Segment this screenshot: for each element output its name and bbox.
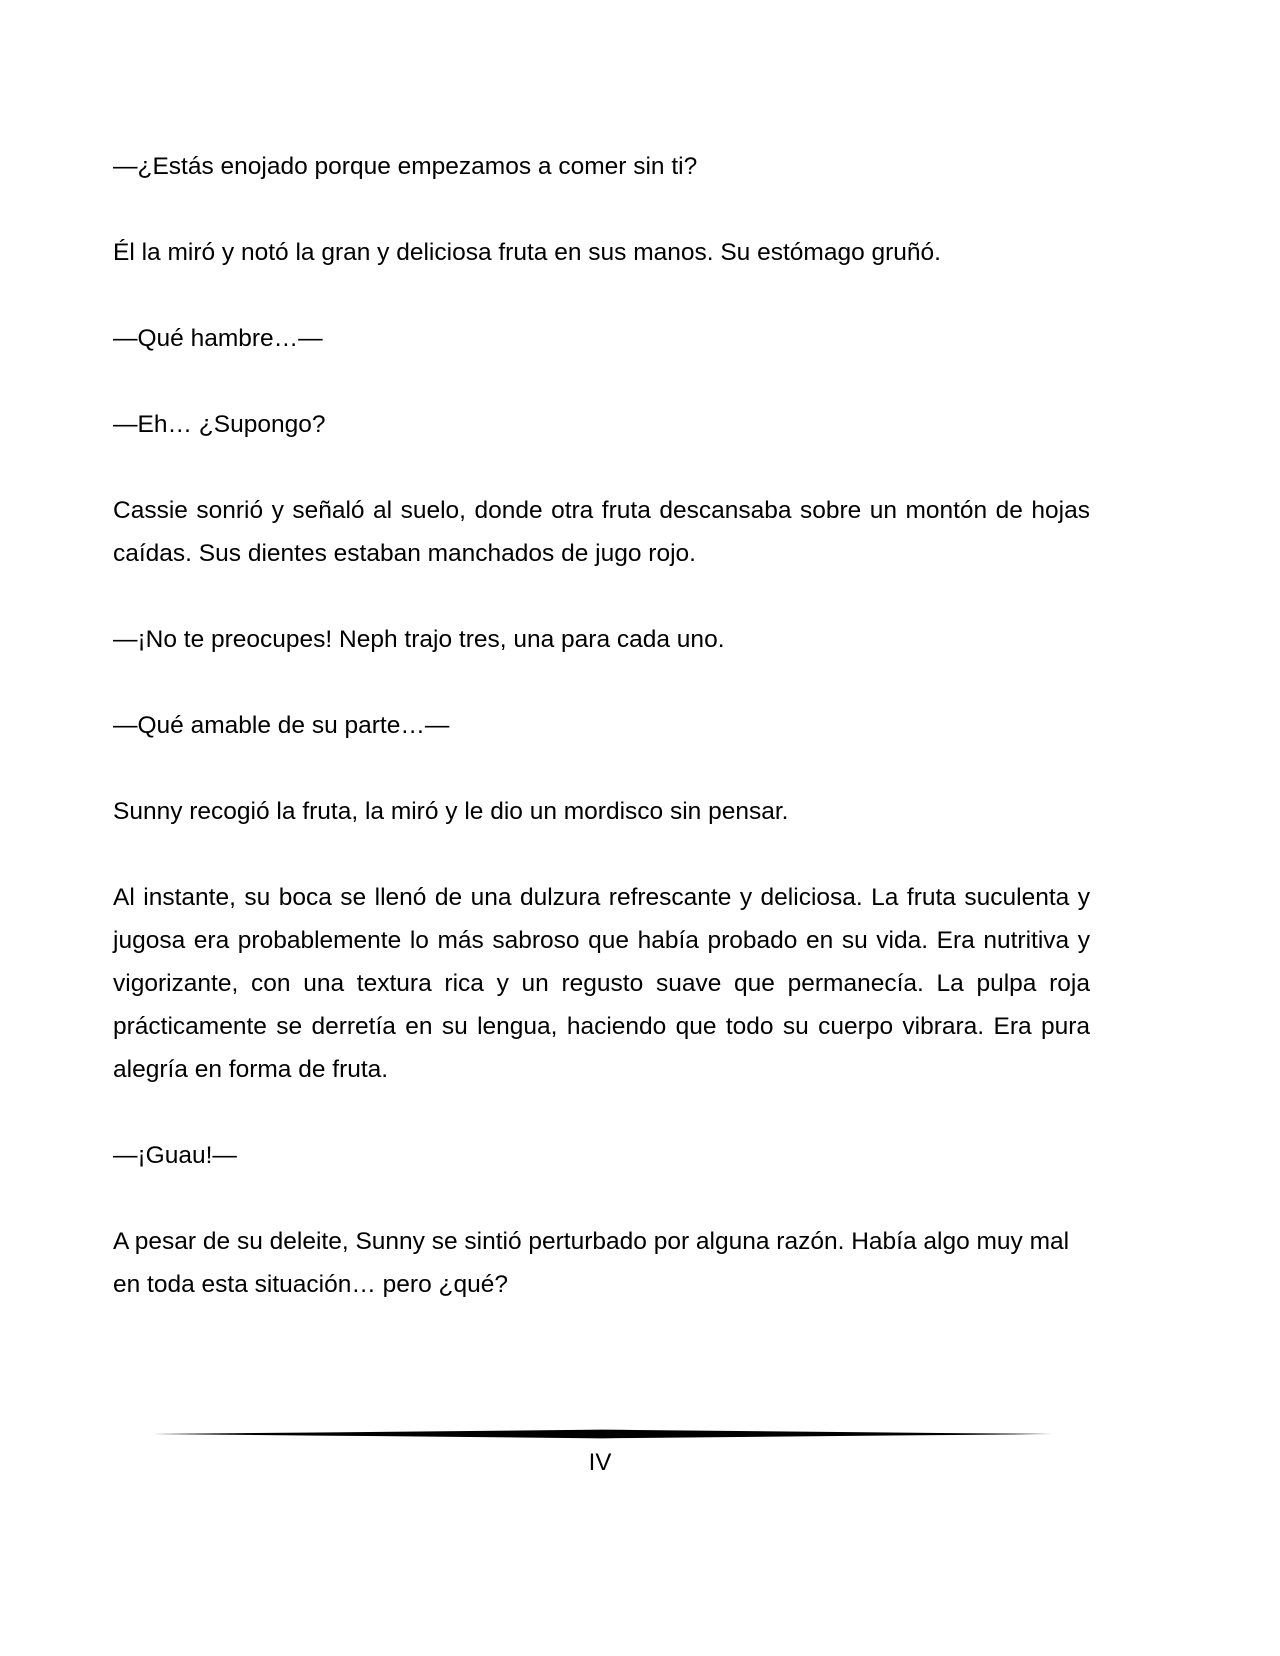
footer-divider [152,1428,1052,1440]
page-number: IV [588,1449,612,1476]
paragraph-7: —Qué amable de su parte…— [113,712,450,739]
paragraph-4: —Eh… ¿Supongo? [113,411,326,438]
body-text [113,145,1090,1349]
paragraph-3: —Qué hambre…— [113,325,323,352]
paragraph-2: Él la miró y notó la gran y deliciosa fruta en sus manos. Su estómago gruñó. [113,239,941,266]
paragraph-5: Cassie sonrió y señaló al suelo, donde otra fruta descansaba sobre un montón de hojas caídas. Sus dientes estaban manchados de jugo rojo. [113,497,1090,567]
paragraph-1: —¿Estás enojado porque empezamos a comer sin ti? [113,153,698,180]
paragraph-8: Sunny recogió la fruta, la miró y le dio un mordisco sin pensar. [113,798,789,825]
paragraph-11: A pesar de su deleite, Sunny se sintió perturbado por alguna razón. Había algo muy mal en toda esta situación… pero ¿qué? [113,1228,1070,1298]
paragraph-6: —¡No te preocupes! Neph trajo tres, una para cada uno. [113,626,725,653]
paragraph-9: Al instante, su boca se llenó de una dulzura refrescante y deliciosa. La fruta suculenta y jugosa era probablemente lo más sabroso que había probado en su vida. Era nutritiva y vigorizante, con una textura rica y un regusto suave que permanecía. La pulpa roja prácticamente se derretía en su lengua, haciendo que todo su cuerpo vibrara. Era pura alegría en forma de fruta. [113,884,1090,1083]
paragraph-10: —¡Guau!— [113,1142,237,1169]
